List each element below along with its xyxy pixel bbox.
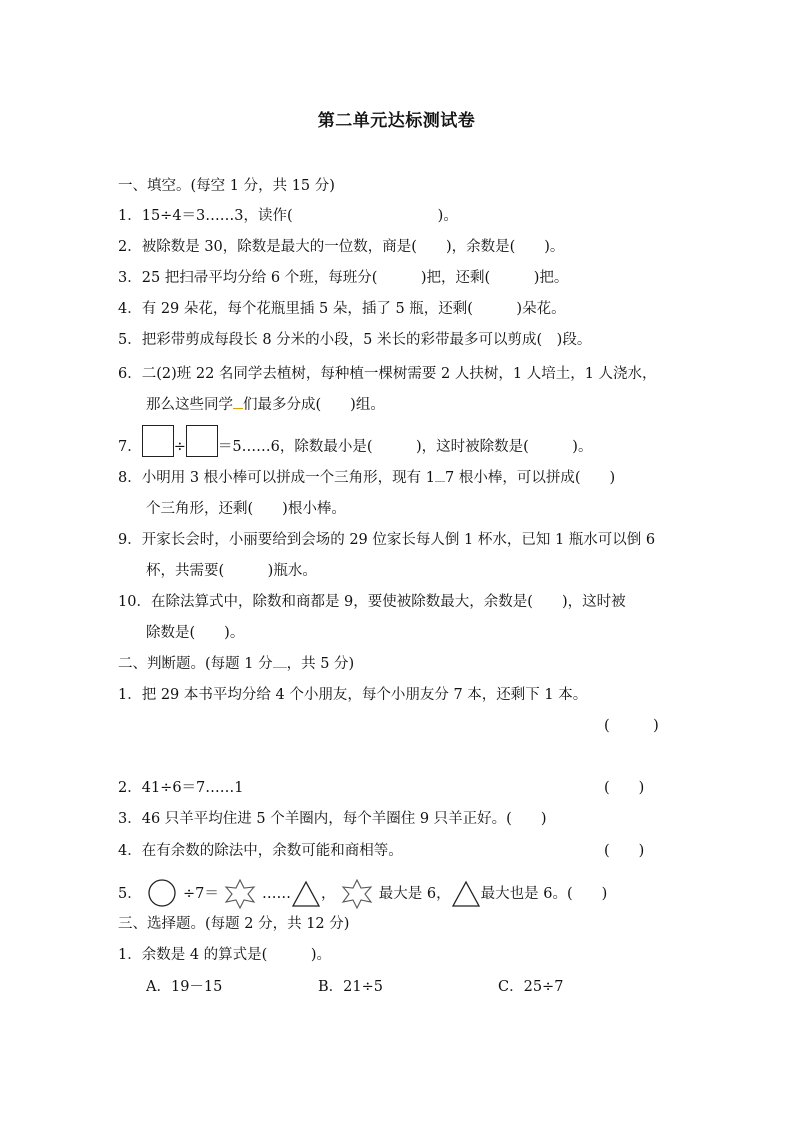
q8-text-a: 8．小明用 3 根小棒可以拼成一个三角形，现有 1	[118, 470, 436, 486]
q5-dots: ……	[262, 886, 292, 902]
choice-option-c: C．25÷7	[498, 979, 564, 995]
q6-text-a: 那么这些同学	[146, 397, 233, 413]
judge-answer-2: ( )	[604, 780, 645, 796]
star-icon	[340, 879, 374, 909]
fill-question-4: 4．有 29 朵花，每个花瓶里插 5 朵，插了 5 瓶，还剩( )朵花。	[118, 301, 566, 317]
triangle-icon	[451, 880, 481, 908]
choice-option-b: B．21÷5	[318, 979, 383, 995]
choice-option-a: A．19－15	[146, 979, 223, 995]
judge-question-2: 2．41÷6＝7……1	[118, 780, 244, 796]
star-icon	[223, 879, 257, 909]
section-fill-heading: 一、填空。(每空 1 分，共 15 分)	[118, 178, 335, 194]
judge-question-3: 3．46 只羊平均住进 5 个羊圈内，每个羊圈住 9 只羊正好。( )	[118, 811, 547, 827]
divisor-box	[186, 425, 218, 457]
choice-question-1: 1．余数是 4 的算式是( )。	[118, 947, 331, 963]
fill-question-9-line-1: 9．开家长会时，小丽要给到会场的 29 位家长每人倒 1 杯水，已知 1 瓶水可以倒 6	[118, 532, 656, 548]
judge-question-4: 4．在有余数的除法中，余数可能和商相等。	[118, 843, 403, 859]
fill-question-6-line-2	[146, 395, 385, 415]
section-choice-heading: 三、选择题。(每题 2 分，共 12 分)	[118, 916, 350, 932]
q5-divide: ÷7＝	[182, 886, 219, 902]
fill-question-10-line-2: 除数是( )。	[146, 625, 245, 641]
fill-question-8-line-1	[118, 468, 615, 488]
fill-question-9-line-2: 杯，共需要( )瓶水。	[146, 563, 317, 579]
fill-question-10-line-1: 10．在除法算式中，除数和商都是 9，要使被除数最大，余数是( )，这时被	[118, 594, 626, 610]
fill-question-5: 5．把彩带剪成每段长 8 分米的小段，5 米长的彩带最多可以剪成( )段。	[118, 332, 592, 348]
q7-text: ＝5……6，除数最小是( )，这时被除数是( )。	[217, 439, 593, 455]
fill-question-3: 3．25 把扫帚平均分给 6 个班，每班分( )把，还剩( )把。	[118, 270, 569, 286]
judge-heading-b: ，共 5 分)	[286, 656, 355, 672]
q5-max: 最大是 6，	[378, 886, 451, 902]
fill-question-7	[118, 437, 592, 457]
circle-icon	[146, 878, 178, 910]
fill-question-1: 1．15÷4＝3……3，读作( )。	[118, 208, 458, 224]
judge-answer-4: ( )	[604, 843, 645, 859]
judge-question-1: 1．把 29 本书平均分给 4 个小朋友，每个小朋友分 7 本，还剩下 1 本。	[118, 687, 588, 703]
dividend-box	[142, 425, 174, 457]
fill-question-8-line-2: 个三角形，还剩( )根小棒。	[146, 501, 346, 517]
q5-number: 5．	[118, 886, 142, 902]
fill-question-2: 2．被除数是 30，除数是最大的一位数，商是( )，余数是( )。	[118, 239, 565, 255]
judge-heading-a: 二、判断题。(每题 1 分	[118, 656, 273, 672]
q5-max2: 最大也是 6。( )	[480, 886, 608, 902]
underline-mark	[435, 471, 445, 482]
q8-text-b: 7 根小棒，可以拼成( )	[445, 470, 616, 486]
page-title: 第二单元达标测试卷	[317, 111, 476, 131]
section-judge-heading	[118, 654, 354, 674]
judge-answer-1: ( )	[604, 718, 659, 734]
underline-mark	[273, 657, 287, 668]
judge-question-5	[118, 878, 607, 910]
q7-divide-sign: ÷	[173, 439, 186, 455]
fill-question-6-line-1: 6．二(2)班 22 名同学去植树，每种植一棵树需要 2 人扶树，1 人培土，1 人浇水，	[118, 366, 657, 382]
triangle-icon	[291, 880, 321, 908]
q7-number: 7．	[118, 439, 142, 455]
q6-text-b: 们最多分成( )组。	[243, 397, 385, 413]
q5-comma: ，	[321, 886, 336, 902]
underline-mark	[233, 398, 243, 409]
